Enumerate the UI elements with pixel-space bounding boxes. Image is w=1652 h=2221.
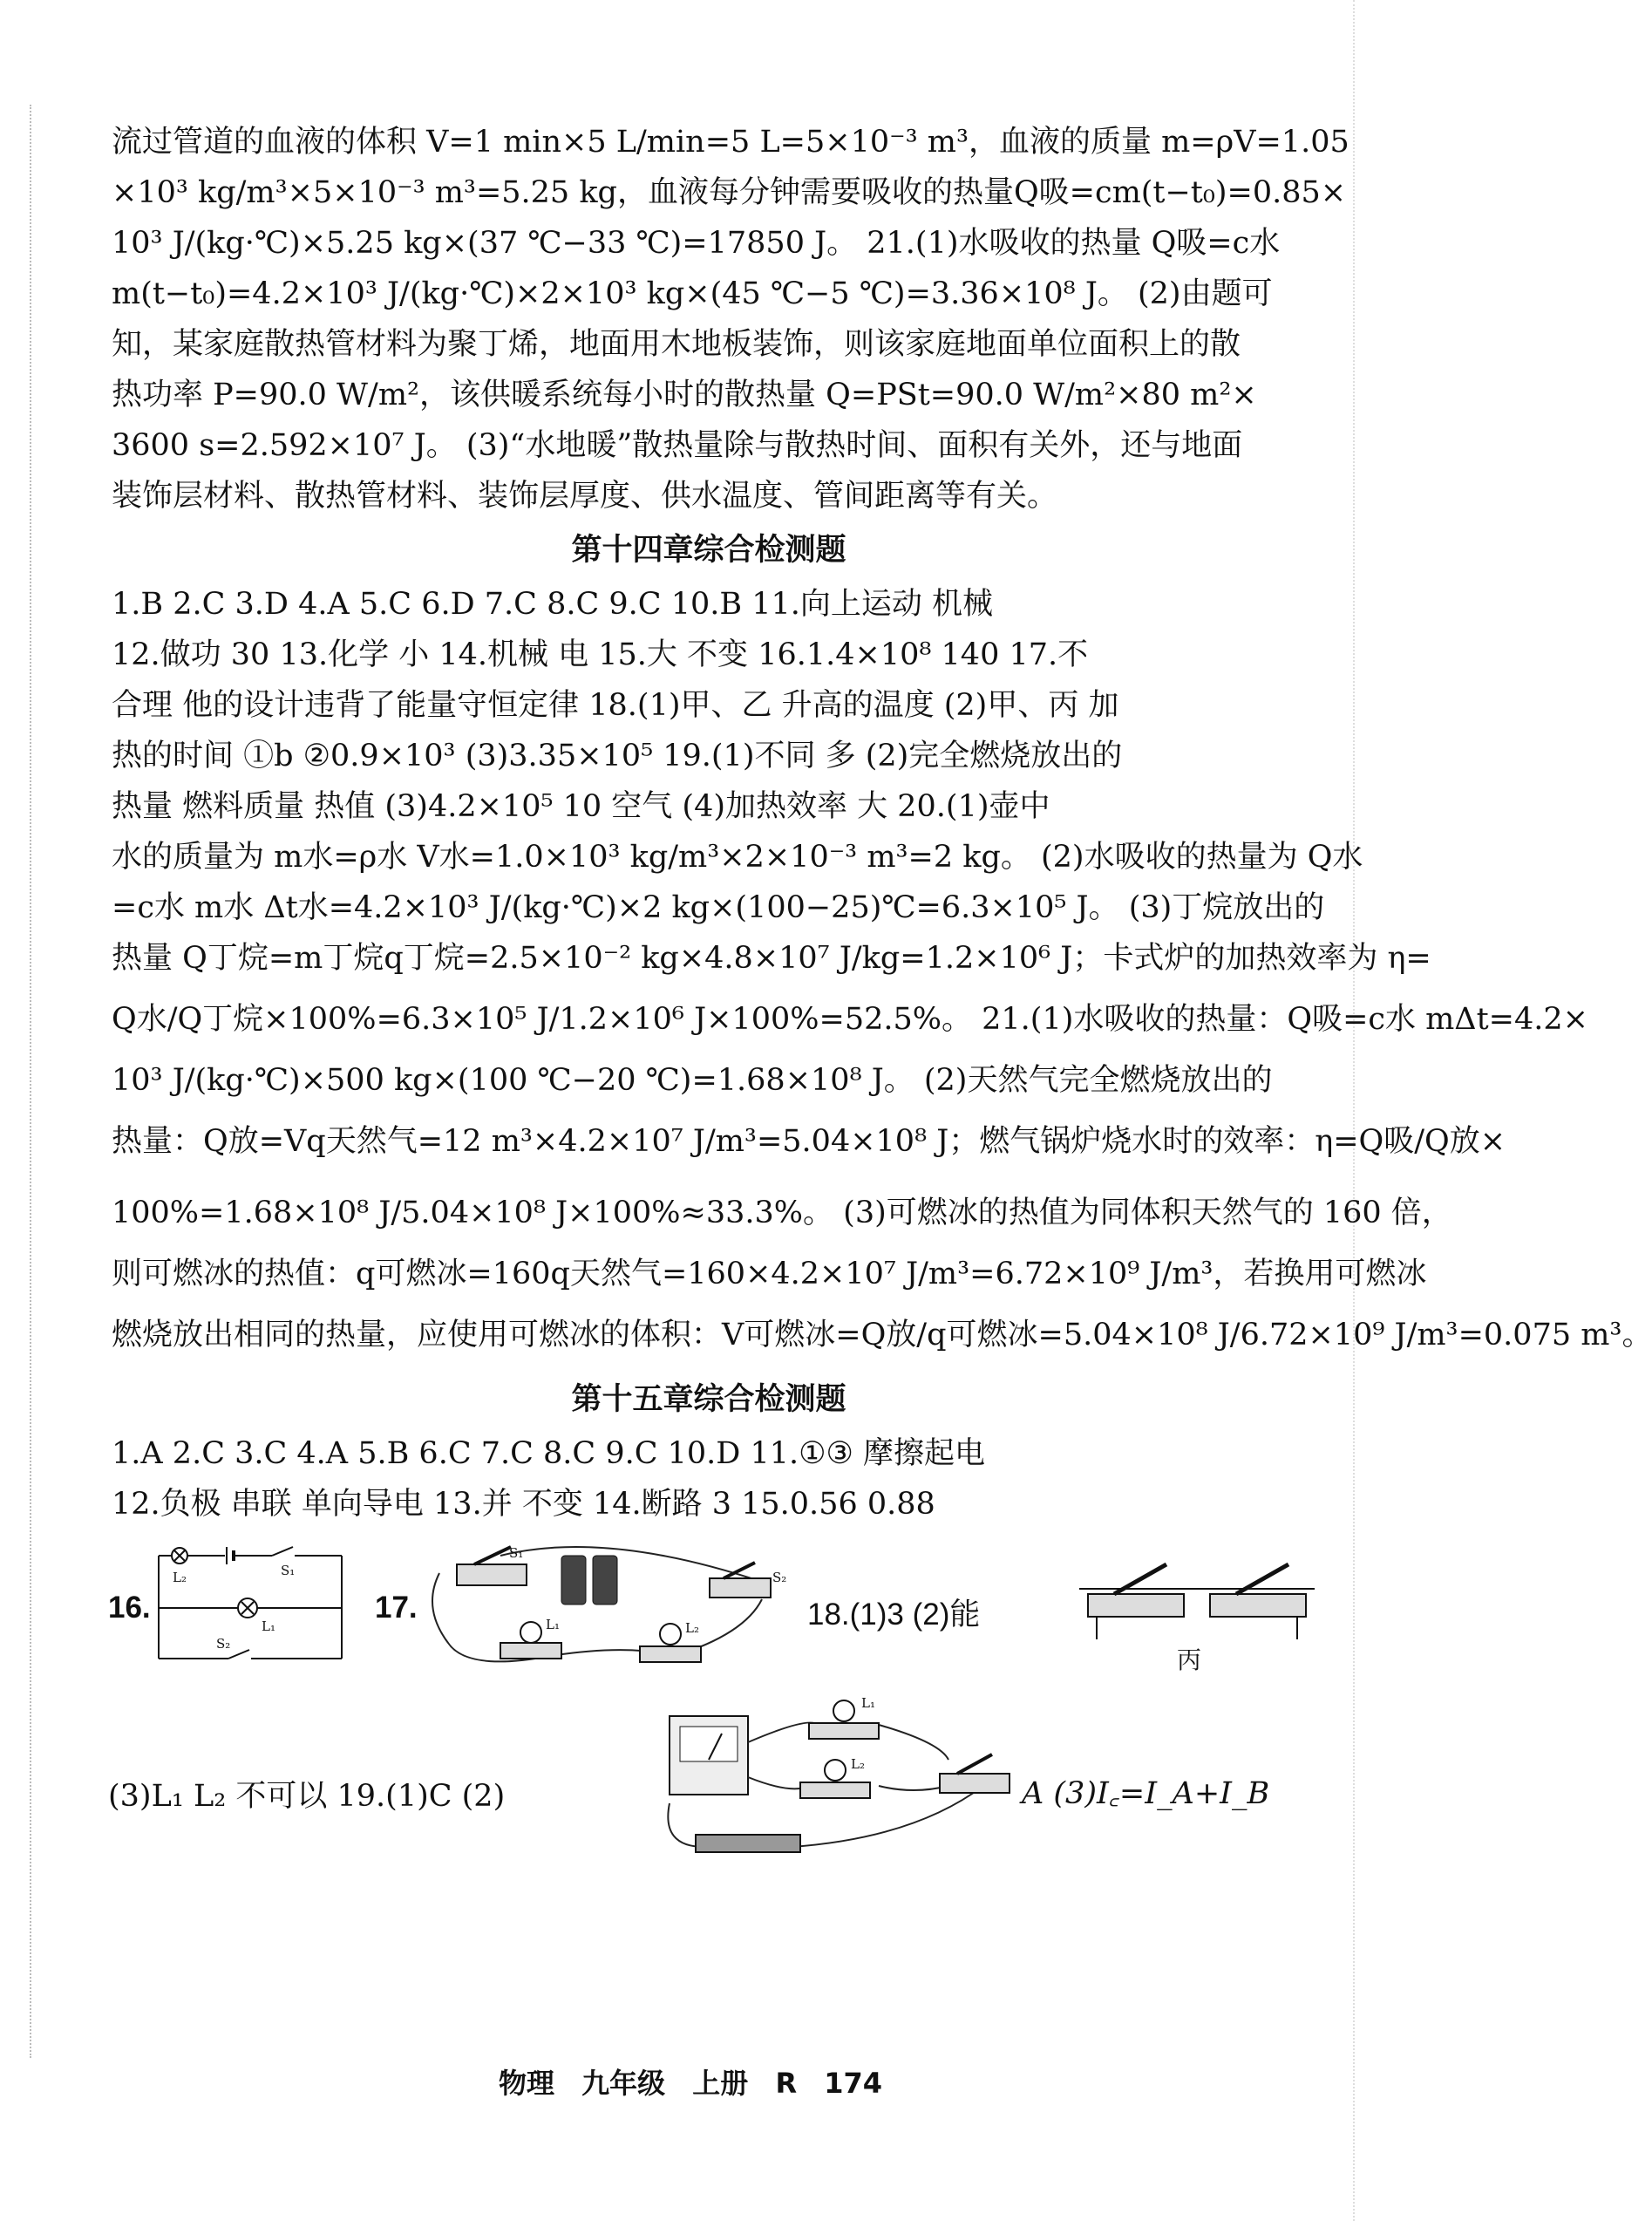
text-line: 流过管道的血液的体积 V=1 min×5 L/min=5 L=5×10⁻³ m³，血液的质量 m=ρV=1.05 — [112, 125, 1349, 160]
q19-lamp-l1-label: L₁ — [861, 1695, 875, 1711]
chapter15-title: 第十五章综合检测题 — [571, 1382, 846, 1417]
q18-figure-bing — [1079, 1547, 1315, 1643]
text-line: 燃烧放出相同的热量，应使用可燃冰的体积：V可燃冰=Q放/q可燃冰=5.04×10⁸ J/6.72×10⁹ J/m³=0.075 m³。 — [112, 1318, 1652, 1352]
text-line: 则可燃冰的热值：q可燃冰=160q天然气=160×4.2×10⁷ J/m³=6.72×10⁹ J/m³，若换用可燃冰 — [112, 1257, 1427, 1291]
text-line: 12.负极 串联 单向导电 13.并 不变 14.断路 3 15.0.56 0.88 — [112, 1487, 935, 1522]
text-line: 装饰层材料、散热管材料、装饰层厚度、供水温度、管间距离等有关。 — [112, 479, 1058, 514]
text-line: 12.做功 30 13.化学 小 14.机械 电 15.大 不变 16.1.4×10⁸ 140 17.不 — [112, 637, 1089, 672]
q16-lamp-l1-label: L₁ — [262, 1618, 275, 1634]
q16-lamp-l2-label: L₂ — [173, 1570, 187, 1585]
text-line: 10³ J/(kg·℃)×5.25 kg×(37 ℃−33 ℃)=17850 J。 21.(1)水吸收的热量 Q吸=c水 — [112, 226, 1281, 261]
text-line: =c水 m水 Δt水=4.2×10³ J/(kg·℃)×2 kg×(100−25)℃=6.3×10⁵ J。 (3)丁烷放出的 — [112, 890, 1325, 925]
q18-answer: 18.(1)3 (2)能 — [807, 1598, 981, 1632]
text-line: 知，某家庭散热管材料为聚丁烯，地面用木地板装饰，则该家庭地面单位面积上的散 — [112, 327, 1241, 362]
figure-bing-caption: 丙 — [1177, 1645, 1202, 1674]
footer-grade: 九年级 — [581, 2067, 666, 2100]
page-footer — [0, 2061, 1381, 2102]
q17-lamp-l1-label: L₁ — [546, 1617, 560, 1632]
footer-page-number: 174 — [824, 2067, 883, 2100]
chapter15-answers — [112, 1428, 1306, 1529]
text-line: 1.A 2.C 3.C 4.A 5.B 6.C 7.C 8.C 9.C 10.D 11.①③ 摩擦起电 — [112, 1436, 986, 1471]
q17-label: 17. — [375, 1591, 418, 1625]
text-line: m(t−t₀)=4.2×10³ J/(kg·℃)×2×10³ kg×(45 ℃−5 ℃)=3.36×10⁸ J。 (2)由题可 — [112, 276, 1273, 311]
text-line: 热的时间 ①b ②0.9×10³ (3)3.35×10⁵ 19.(1)不同 多 (2)完全燃烧放出的 — [112, 739, 1123, 773]
q16-switch-s1-label: S₁ — [281, 1563, 296, 1578]
footer-edition: R — [775, 2067, 798, 2100]
text-line: 1.B 2.C 3.D 4.A 5.C 6.D 7.C 8.C 9.C 10.B 11.向上运动 机械 — [112, 587, 993, 622]
chapter14-answers — [112, 579, 1652, 1371]
margin-dotted-rule — [30, 105, 31, 2058]
text-line: 热功率 P=90.0 W/m²，该供暖系统每小时的散热量 Q=PSt=90.0 W/m²×80 m²× — [112, 378, 1257, 412]
q17-wiring-diagram — [413, 1538, 806, 1678]
text-line: 10³ J/(kg·℃)×500 kg×(100 ℃−20 ℃)=1.68×10⁸ J。 (2)天然气完全燃烧放出的 — [112, 1063, 1273, 1098]
footer-subject: 物理 — [498, 2067, 554, 2100]
text-line: 热量：Q放=Vq天然气=12 m³×4.2×10⁷ J/m³=5.04×10⁸ J；燃气锅炉烧水时的效率：η=Q吸/Q放× — [112, 1124, 1506, 1159]
text-line: 3600 s=2.592×10⁷ J。 (3)“水地暖”散热量除与散热时间、面积有关外，还与地面 — [112, 428, 1243, 463]
q19-wiring-diagram — [652, 1690, 1053, 1864]
figures-row-19 — [108, 1690, 1306, 1864]
q17-switch-s2-label: S₂ — [772, 1570, 787, 1585]
text-line: 热量 Q丁烷=m丁烷q丁烷=2.5×10⁻² kg×4.8×10⁷ J/kg=1.2×10⁶ J；卡式炉的加热效率为 η= — [112, 941, 1431, 976]
figures-row-16-18 — [108, 1538, 1306, 1686]
chapter14-title: 第十四章综合检测题 — [571, 533, 846, 568]
q16-switch-s2-label: S₂ — [216, 1636, 231, 1652]
text-line: 热量 燃料质量 热值 (3)4.2×10⁵ 10 空气 (4)加热效率 大 20.(1)壶中 — [112, 789, 1050, 824]
q18-19-answer-left: (3)L₁ L₂ 不可以 19.(1)C (2) — [108, 1779, 506, 1814]
q19-lamp-l2-label: L₂ — [851, 1756, 865, 1772]
previous-section-continuation — [112, 117, 1349, 521]
text-line: Q水/Q丁烷×100%=6.3×10⁵ J/1.2×10⁶ J×100%=52.5%。 21.(1)水吸收的热量：Q吸=c水 mΔt=4.2× — [112, 1002, 1588, 1037]
q16-circuit-diagram — [150, 1545, 350, 1667]
text-line: ×10³ kg/m³×5×10⁻³ m³=5.25 kg，血液每分钟需要吸收的热量Q吸=cm(t−t₀)=0.85× — [112, 175, 1347, 210]
text-line: 水的质量为 m水=ρ水 V水=1.0×10³ kg/m³×2×10⁻³ m³=2 kg。 (2)水吸收的热量为 Q水 — [112, 840, 1363, 875]
text-line: 100%=1.68×10⁸ J/5.04×10⁸ J×100%≈33.3%。 (3)可燃冰的热值为同体积天然气的 160 倍， — [112, 1196, 1452, 1230]
answer-page — [108, 117, 1652, 1864]
q19-answer-right: A (3)I꜀=I_A+I_B — [1022, 1776, 1270, 1811]
right-dotted-rule — [1353, 0, 1355, 2221]
q17-switch-s1-label: S₁ — [509, 1545, 524, 1561]
text-line: 合理 他的设计违背了能量守恒定律 18.(1)甲、乙 升高的温度 (2)甲、丙 加 — [112, 688, 1119, 723]
footer-volume: 上册 — [692, 2067, 749, 2100]
q17-lamp-l2-label: L₂ — [685, 1620, 699, 1636]
q16-label: 16. — [108, 1591, 151, 1625]
